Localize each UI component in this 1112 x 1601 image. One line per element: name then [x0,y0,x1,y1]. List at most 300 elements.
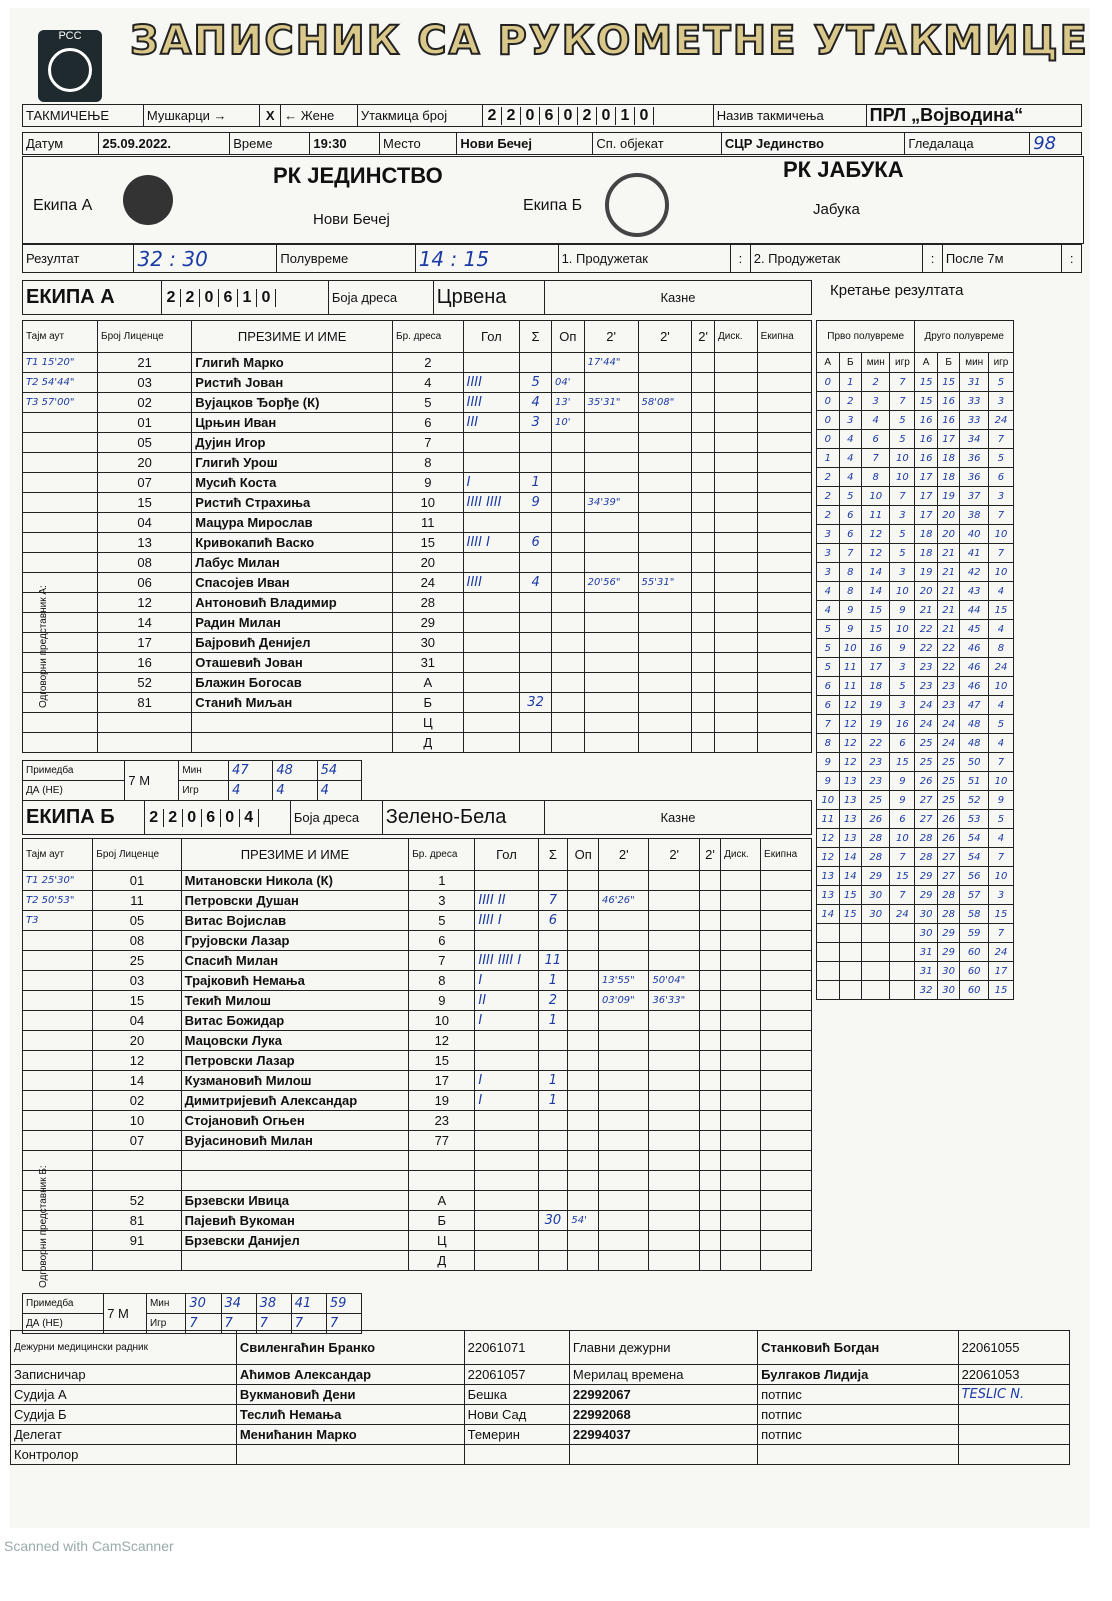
col-2min: 2' [649,839,699,871]
suspension-2 [649,1071,699,1091]
team-a-timeout [23,593,98,613]
flow-row [817,905,1014,924]
flow-row [817,696,1014,715]
team-penalty [761,1091,812,1111]
warning [568,1231,599,1251]
handball-icon [48,48,92,92]
player-name: Трајковић Немања [181,971,409,991]
flow-row [817,487,1014,506]
suspension-2 [638,653,692,673]
suspension-1 [598,1011,648,1031]
team-b-code-digit: 6 [202,809,221,827]
flow-cell [862,981,890,1000]
flow-row [817,715,1014,734]
half-score: 14 : 15 [415,245,558,273]
player-name: Црњин Иван [192,413,393,433]
chief-name: Станковић Богдан [758,1331,958,1365]
flow-cell: 20 [937,506,960,525]
goal-sum [538,1051,568,1071]
suspension-2 [649,911,699,931]
suspension-1: 35'31" [584,393,638,413]
player-name: Дујин Игор [192,433,393,453]
flow-cell: 8 [839,563,862,582]
rep-b-label: Одговорни представник Б: [38,1165,49,1288]
goal-tally [463,653,520,673]
flow-cell: 23 [937,677,960,696]
disqualification [714,453,757,473]
flow-row [817,525,1014,544]
goal-sum: 7 [538,891,568,911]
suspension-1 [584,473,638,493]
license-no: 12 [98,593,192,613]
license-no: 52 [98,673,192,693]
suspension-1 [584,453,638,473]
player-name: Петровски Душан [181,891,409,911]
col-2min: 2' [584,321,638,353]
shirt-no: 7 [393,433,464,453]
team-b-timeout [23,1131,93,1151]
score-flow-table [816,320,1014,1000]
flow-cell: 31 [915,962,938,981]
license-no: 52 [93,1191,181,1211]
flow-cell: 3 [862,392,890,411]
warning [552,533,585,553]
flow-row [817,582,1014,601]
seven-m-game: 7 [291,1314,326,1334]
ot2-label: 2. Продужетак [750,245,923,273]
flow-cell: 1 [839,373,862,392]
flow-cell: 10 [890,582,915,601]
suspension-2 [649,1051,699,1071]
player-name: Лабус Милан [192,553,393,573]
warning [552,513,585,533]
flow-cell: 8 [817,734,840,753]
warning [568,1171,599,1191]
player-row [23,1231,812,1251]
flow-cell: 21 [937,582,960,601]
player-name: Ристић Јован [192,373,393,393]
suspension-2 [649,1171,699,1191]
flow-cell: 60 [960,962,989,981]
flow-cell [839,962,862,981]
disqualification [721,951,761,971]
team-b-header [22,800,812,835]
team-a-label: Екипа А [33,197,93,214]
team-b-name: РК ЈАБУКА [783,157,904,182]
flow-cell: 28 [862,848,890,867]
date-value: 25.09.2022. [99,133,230,155]
disqualification [721,1211,761,1231]
player-row [23,891,812,911]
flow-row [817,924,1014,943]
suspension-1 [598,1191,648,1211]
team-penalty [761,931,812,951]
flow-cell: 12 [817,848,840,867]
suspension-3 [699,891,720,911]
goal-tally: I [475,1011,538,1031]
flow-cell: 27 [937,848,960,867]
player-row [23,733,812,753]
flow-col: игр [890,353,915,373]
flow-cell: 25 [937,791,960,810]
shirt-no: 19 [409,1091,475,1111]
flow-row [817,468,1014,487]
player-name [181,1251,409,1271]
flow-cell: 17 [862,658,890,677]
suspension-3 [699,971,720,991]
disqualification [714,553,757,573]
flow-cell: 11 [817,810,840,829]
suspension-2 [649,1191,699,1211]
team-b-code [144,801,290,835]
flow-cell: 17 [915,506,938,525]
flow-cell [862,924,890,943]
seven-m-min: 47 [229,761,273,781]
team-a-timeout [23,533,98,553]
suspension-2 [649,1231,699,1251]
player-name: Блажин Богосав [192,673,393,693]
team-penalty [761,1131,812,1151]
goal-sum: 5 [520,373,552,393]
disqualification [721,1151,761,1171]
flow-cell: 16 [915,449,938,468]
disqualification [721,931,761,951]
flow-cell: 19 [937,487,960,506]
flow-cell: 0 [817,411,840,430]
goal-tally: IIII [463,573,520,593]
shirt-no: 5 [393,393,464,413]
goal-tally [475,1111,538,1131]
flow-cell: 46 [960,658,989,677]
suspension-2 [638,673,692,693]
team-b-timeout [23,1091,93,1111]
flow-cell [890,962,915,981]
goal-tally [475,1251,538,1271]
team-penalty [757,673,811,693]
flow-cell: 15 [937,373,960,392]
warning [568,1151,599,1171]
result-label: Резултат [23,245,134,273]
player-name: Петровски Лазар [181,1051,409,1071]
flow-cell: 10 [988,525,1013,544]
suspension-2 [638,593,692,613]
flow-cell: 10 [890,468,915,487]
team-a-jersey-label: Боја дреса [328,281,433,315]
flow-cell: 30 [915,905,938,924]
license-no: 06 [98,573,192,593]
flow-cell: 4 [988,582,1013,601]
suspension-1 [598,1251,648,1271]
team-b-code-digit: 2 [164,809,183,827]
goal-tally: II [475,991,538,1011]
controller-label: Контролор [11,1445,237,1465]
seven-m-game: 4 [273,781,317,801]
flow-cell: 25 [915,734,938,753]
flow-row [817,810,1014,829]
flow-cell: 0 [817,392,840,411]
flow-cell: 41 [960,544,989,563]
goal-tally [463,553,520,573]
team-penalty [757,513,811,533]
col-team: Екипна [757,321,811,353]
col-sum: Σ [538,839,568,871]
flow-cell [817,943,840,962]
flow-cell: 5 [817,620,840,639]
flow-cell: 16 [915,430,938,449]
match-no [482,105,713,127]
suspension-2 [638,633,692,653]
player-row [23,871,812,891]
player-row [23,951,812,971]
team-a-code-digit: 0 [257,289,276,307]
shirt-no: Б [409,1211,475,1231]
duty-lic: 22061071 [464,1331,569,1365]
suspension-3 [699,1111,720,1131]
disqualification [714,593,757,613]
license-no: 15 [98,493,192,513]
flow-col: мин [862,353,890,373]
flow-cell: 28 [915,848,938,867]
player-row [23,573,812,593]
seven-m-min: 41 [291,1294,326,1314]
goal-sum: 6 [520,533,552,553]
flow-cell: 10 [988,867,1013,886]
first-half-label: Прво полувреме [817,321,915,353]
flow-col: игр [988,353,1013,373]
suspension-2: 58'08" [638,393,692,413]
warning [568,1191,599,1211]
flow-row [817,962,1014,981]
flow-cell: 26 [915,772,938,791]
flow-cell: 7 [988,544,1013,563]
suspension-2 [649,1251,699,1271]
warning [568,1031,599,1051]
chief-label: Главни дежурни [569,1331,757,1365]
flow-cell: 40 [960,525,989,544]
flow-cell: 3 [890,696,915,715]
flow-cell: 22 [915,620,938,639]
player-name: Витас Војислав [181,911,409,931]
player-row [23,553,812,573]
flow-row [817,886,1014,905]
flow-cell: 26 [862,810,890,829]
team-b-crest-icon [605,173,669,237]
goal-tally: IIII IIII [463,493,520,513]
flow-cell [839,943,862,962]
flow-cell: 47 [960,696,989,715]
spectators-value: 98 [1030,133,1082,155]
goal-sum: 1 [538,1011,568,1031]
warning [568,991,599,1011]
suspension-1 [598,1211,648,1231]
suspension-2 [638,693,692,713]
flow-cell: 6 [862,430,890,449]
team-a-timeout: T2 54'44" [23,373,98,393]
warning [568,1051,599,1071]
team-a-timeout [23,613,98,633]
disqualification [721,1231,761,1251]
suspension-1 [598,1031,648,1051]
shirt-no: 24 [393,573,464,593]
suspension-2 [638,353,692,373]
match-no-digit: 0 [559,107,578,125]
disqualification [721,1091,761,1111]
disqualification [721,991,761,1011]
warning [552,493,585,513]
suspension-3 [699,1151,720,1171]
warning [552,733,585,753]
suspension-3 [699,871,720,891]
disqualification [721,1011,761,1031]
team-penalty [757,493,811,513]
player-name: Мусић Коста [192,473,393,493]
min-label: Мин [146,1294,185,1314]
flow-cell: 22 [915,639,938,658]
team-penalty [757,573,811,593]
competition-label: ТАКМИЧЕЊЕ [23,105,144,127]
flow-cell: 13 [839,791,862,810]
warning [568,951,599,971]
shirt-no: 10 [409,1011,475,1031]
flow-cell: 31 [915,943,938,962]
suspension-2 [649,1031,699,1051]
suspension-2: 36'33" [649,991,699,1011]
flow-cell: 10 [988,563,1013,582]
suspension-3 [692,633,715,653]
team-penalty [761,1151,812,1171]
goal-tally [475,1171,538,1191]
suspension-1 [584,733,638,753]
warning [568,971,599,991]
shirt-no: 6 [409,931,475,951]
goal-sum [538,1231,568,1251]
license-no: 02 [98,393,192,413]
team-b-timeout [23,1011,93,1031]
flow-cell: 53 [960,810,989,829]
team-b-timeout [23,1031,93,1051]
flow-cell: 15 [988,601,1013,620]
team-penalty [757,593,811,613]
team-penalty [757,733,811,753]
suspension-1 [584,513,638,533]
remark-label: Примедба [23,1294,104,1314]
flow-cell: 11 [839,677,862,696]
goal-sum [538,1131,568,1151]
team-b-code-digit: 0 [183,809,202,827]
flow-row [817,639,1014,658]
team-penalty [757,613,811,633]
seven-m-game: 7 [326,1314,361,1334]
flow-cell: 46 [960,639,989,658]
player-name: Брзевски Данијел [181,1231,409,1251]
license-no: 21 [98,353,192,373]
shirt-no: 77 [409,1131,475,1151]
ot2-value: : [923,245,943,273]
disqualification [714,633,757,653]
flow-cell: 29 [937,924,960,943]
team-b-label: Екипа Б [523,197,583,214]
license-no [93,1151,181,1171]
player-name [181,1151,409,1171]
shirt-no: 20 [393,553,464,573]
flow-cell: 27 [915,810,938,829]
competition-name: ПРЛ „Војводина“ [866,105,1081,127]
suspension-3 [699,1251,720,1271]
shirt-no: 8 [409,971,475,991]
disqualification [714,373,757,393]
flow-cell: 18 [937,449,960,468]
shirt-no: Д [393,733,464,753]
suspension-3 [692,473,715,493]
goal-sum [520,553,552,573]
flow-cell: 15 [839,905,862,924]
half-label: Полувреме [277,245,415,273]
player-name: Бајровић Денијел [192,633,393,653]
col-sum: Σ [520,321,552,353]
men-mark: X [260,105,281,127]
suspension-1 [584,373,638,393]
flow-cell: 45 [960,620,989,639]
flow-cell: 16 [937,392,960,411]
goal-tally: I [475,971,538,991]
player-row [23,1191,812,1211]
col-license: Број Лиценце [98,321,192,353]
flow-cell: 2 [839,392,862,411]
suspension-3 [699,1031,720,1051]
flow-cell: 42 [960,563,989,582]
flow-cell: 0 [817,373,840,392]
goal-sum: 30 [538,1211,568,1231]
flow-cell: 16 [915,411,938,430]
flow-row [817,411,1014,430]
seven-m-min: 30 [186,1294,221,1314]
disqualification [721,1191,761,1211]
team-b-code-digit: 0 [221,809,240,827]
goal-sum: 1 [538,971,568,991]
venue-value: СЦР Јединство [721,133,905,155]
team-penalty [757,373,811,393]
col-2min: 2' [699,839,720,871]
license-no: 20 [98,453,192,473]
suspension-1 [598,871,648,891]
team-b-timeout [23,971,93,991]
flow-cell: 5 [817,658,840,677]
flow-cell: 12 [862,525,890,544]
page-title: ЗАПИСНИК СА РУКОМЕТНЕ УТАКМИЦЕ [130,18,1089,64]
shirt-no: 15 [393,533,464,553]
flow-cell: 26 [937,810,960,829]
flow-cell: 29 [915,886,938,905]
flow-cell: 19 [862,696,890,715]
flow-cell: 24 [937,734,960,753]
player-row [23,413,812,433]
timekeeper-lic: 22061057 [464,1365,569,1385]
license-no: 25 [93,951,181,971]
suspension-3 [699,1011,720,1031]
flow-cell: 23 [862,753,890,772]
warning [552,453,585,473]
team-b-timeout [23,931,93,951]
team-penalty [757,553,811,573]
flow-cell: 48 [960,715,989,734]
flow-row [817,544,1014,563]
shirt-no: 12 [409,1031,475,1051]
goal-sum [538,1251,568,1271]
flow-row [817,563,1014,582]
player-row [23,1051,812,1071]
result-row [22,244,1082,273]
seven-m-game: 7 [186,1314,221,1334]
